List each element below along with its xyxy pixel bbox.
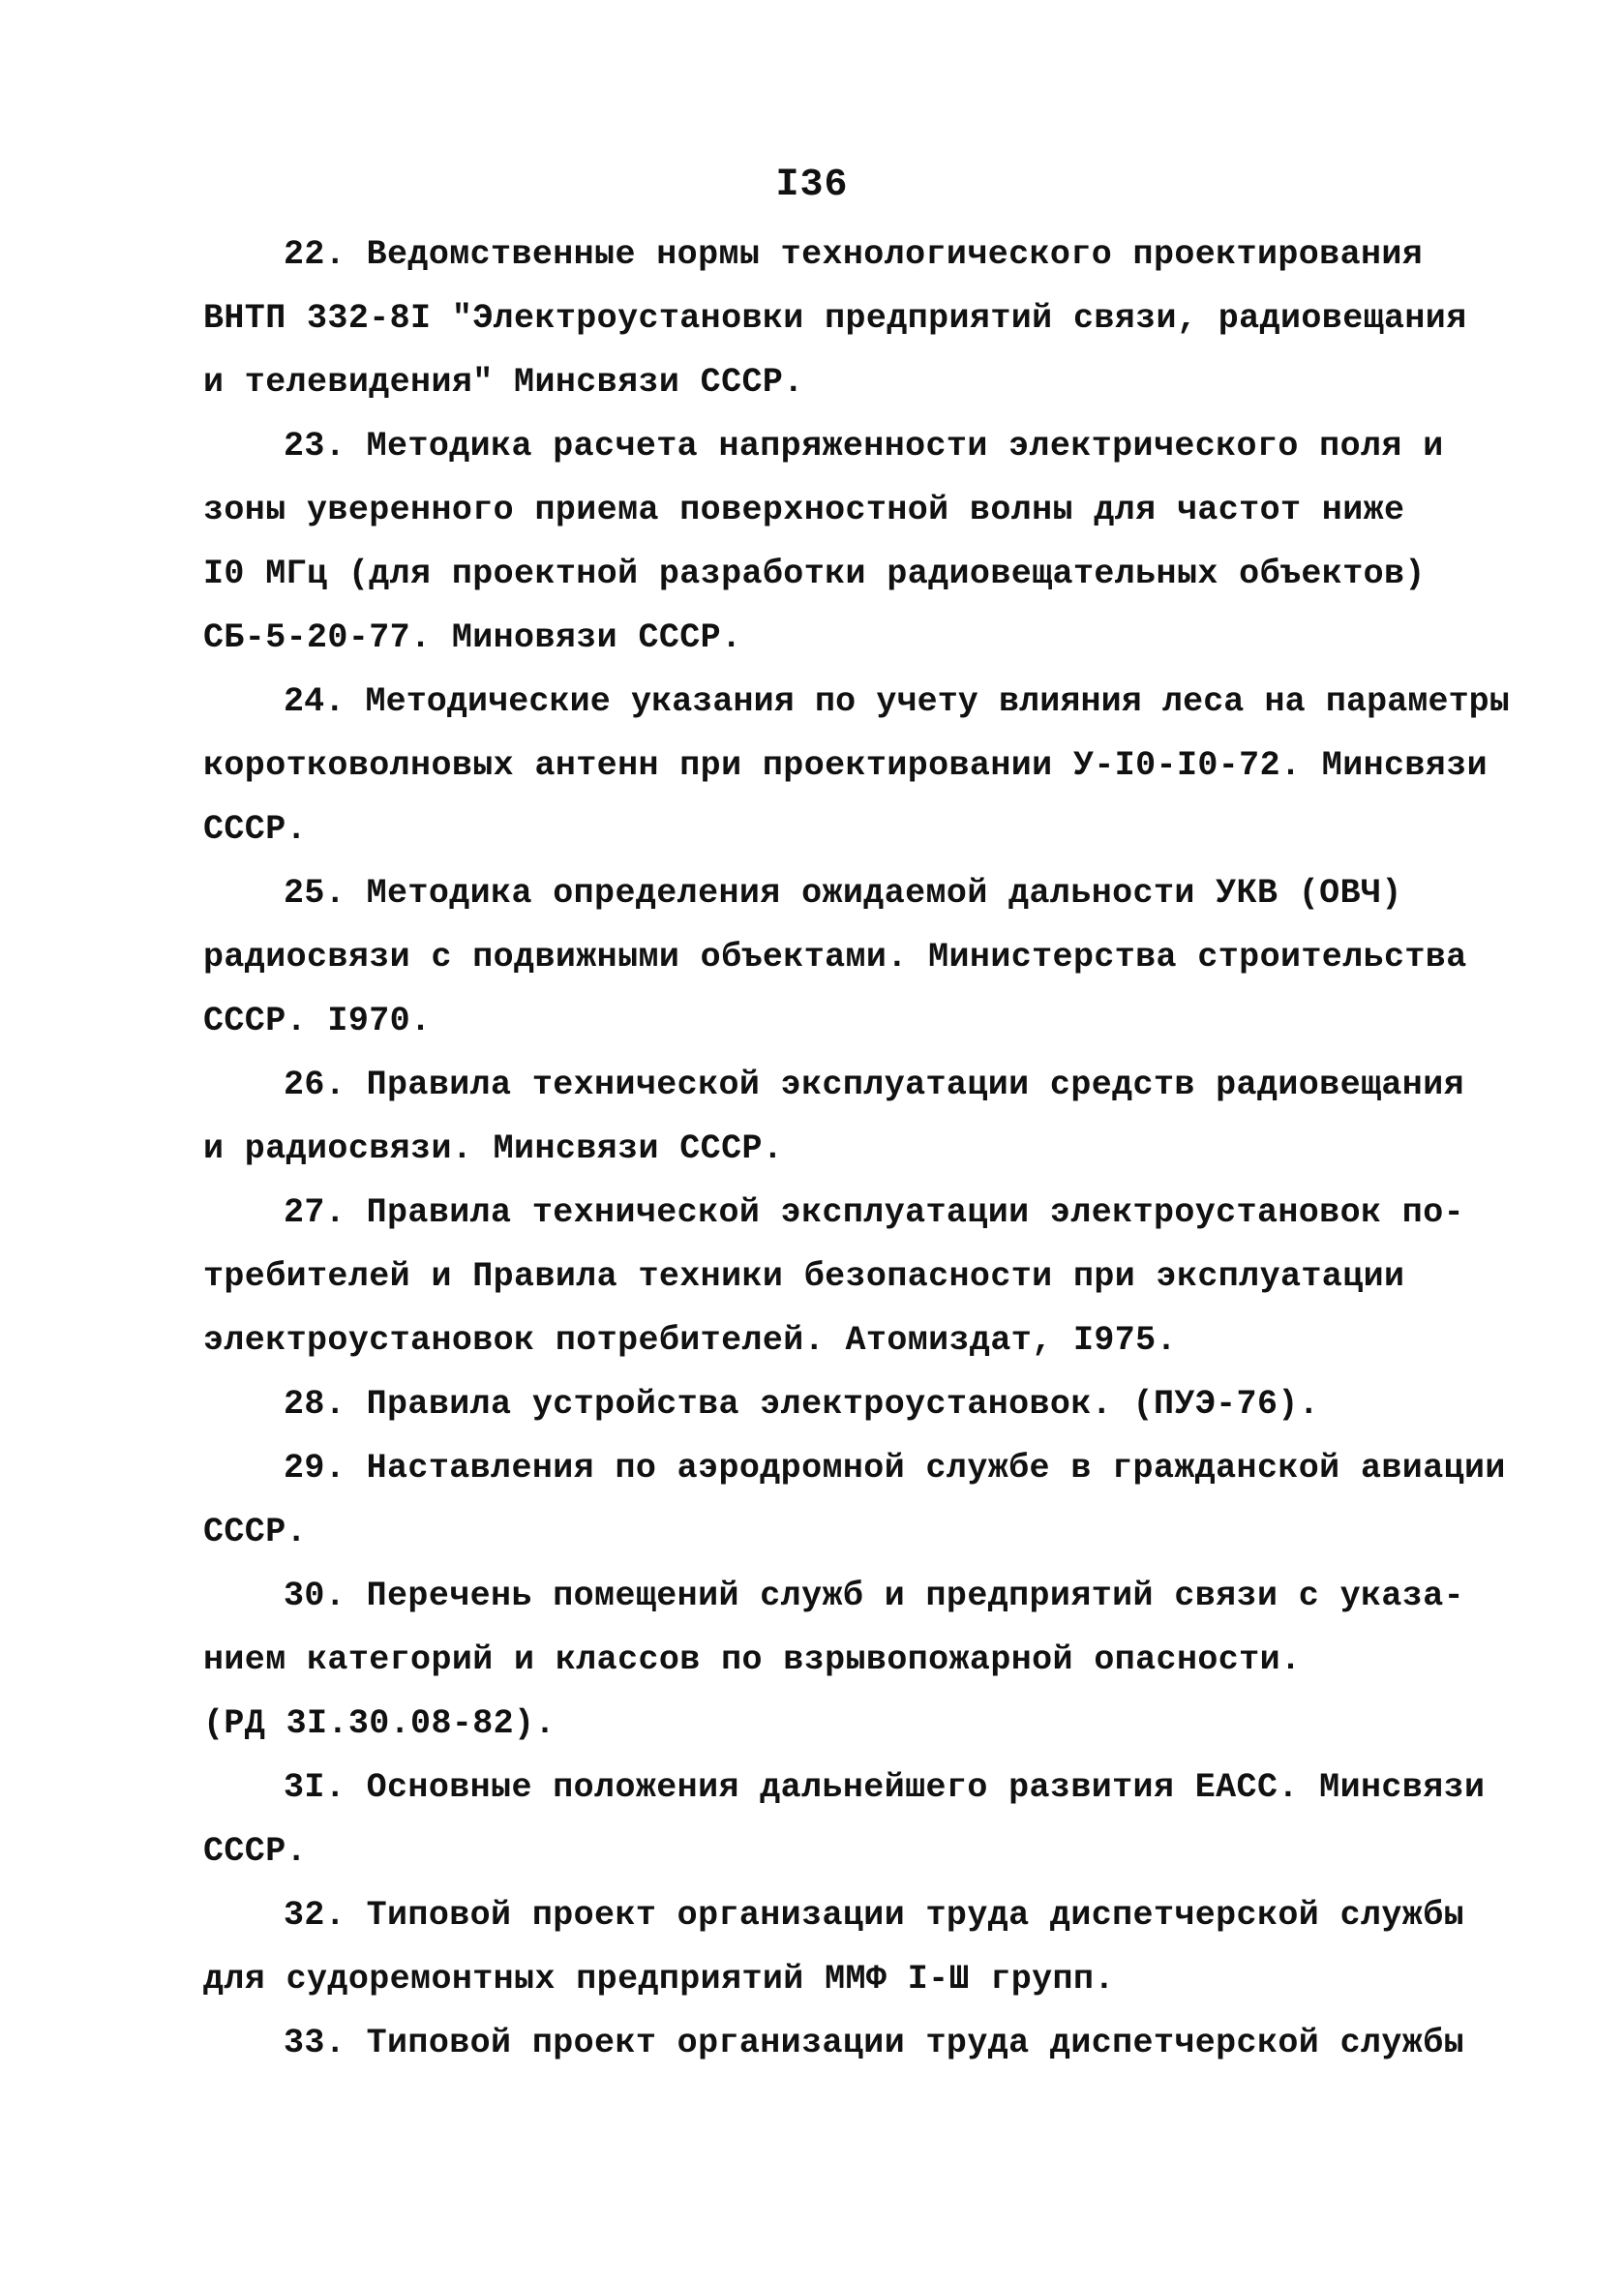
reference-first-line: 33. Типовой проект организации труда диспетчерской службы <box>284 2024 1464 2062</box>
reference-line: I0 МГц (для проектной разработки радиовещательных объектов) <box>203 555 1426 593</box>
reference-line: зоны уверенного приема поверхностной волны для частот ниже <box>203 491 1405 529</box>
reference-line: радиосвязи с подвижными объектами. Министерства строительства <box>203 938 1467 977</box>
reference-line: и телевидения" Минсвязи СССР. <box>203 363 804 402</box>
reference-line: СССР. <box>203 1513 308 1551</box>
reference-first-line: 25. Методика определения ожидаемой дальности УКВ (ОВЧ) <box>284 874 1402 913</box>
reference-line: электроустановок потребителей. Атомиздат, I975. <box>203 1321 1177 1360</box>
reference-line: СССР. <box>203 1832 308 1871</box>
reference-line: требителей и Правила техники безопасности при эксплуатации <box>203 1257 1405 1296</box>
reference-line: СБ-5-20-77. Миновязи СССР. <box>203 618 742 657</box>
reference-line: СССР. I970. <box>203 1002 432 1040</box>
reference-first-line: 23. Методика расчета напряженности электрического поля и <box>284 427 1444 466</box>
reference-first-line: 27. Правила технической эксплуатации электроустановок по- <box>284 1193 1464 1232</box>
reference-line: СССР. <box>203 810 308 849</box>
reference-first-line: 30. Перечень помещений служб и предприятий связи с указа- <box>284 1577 1464 1615</box>
reference-first-line: 26. Правила технической эксплуатации средств радиовещания <box>284 1066 1464 1104</box>
reference-line: (РД 3I.30.08-82). <box>203 1704 556 1743</box>
reference-line: нием категорий и классов по взрывопожарной опасности. <box>203 1640 1302 1679</box>
reference-first-line: 24. Методические указания по учету влияния леса на параметры <box>284 682 1510 721</box>
reference-line: и радиосвязи. Минсвязи СССР. <box>203 1129 784 1168</box>
reference-line: для судоремонтных предприятий ММФ I-Ш групп. <box>203 1960 1115 1999</box>
reference-first-line: 29. Наставления по аэродромной службе в гражданской авиации <box>284 1449 1506 1488</box>
page-number: I36 <box>775 164 849 207</box>
reference-line: ВНТП 332-8I "Электроустановки предприятий связи, радиовещания <box>203 299 1467 338</box>
reference-first-line: 32. Типовой проект организации труда диспетчерской службы <box>284 1896 1464 1935</box>
reference-first-line: 28. Правила устройства электроустановок. (ПУЭ-76). <box>284 1385 1320 1424</box>
reference-first-line: 22. Ведомственные нормы технологического проектирования <box>284 235 1424 274</box>
reference-line: коротковолновых антенн при проектировании У-I0-I0-72. Минсвязи <box>203 746 1489 785</box>
reference-first-line: 3I. Основные положения дальнейшего развития ЕАСС. Минсвязи <box>284 1768 1486 1807</box>
